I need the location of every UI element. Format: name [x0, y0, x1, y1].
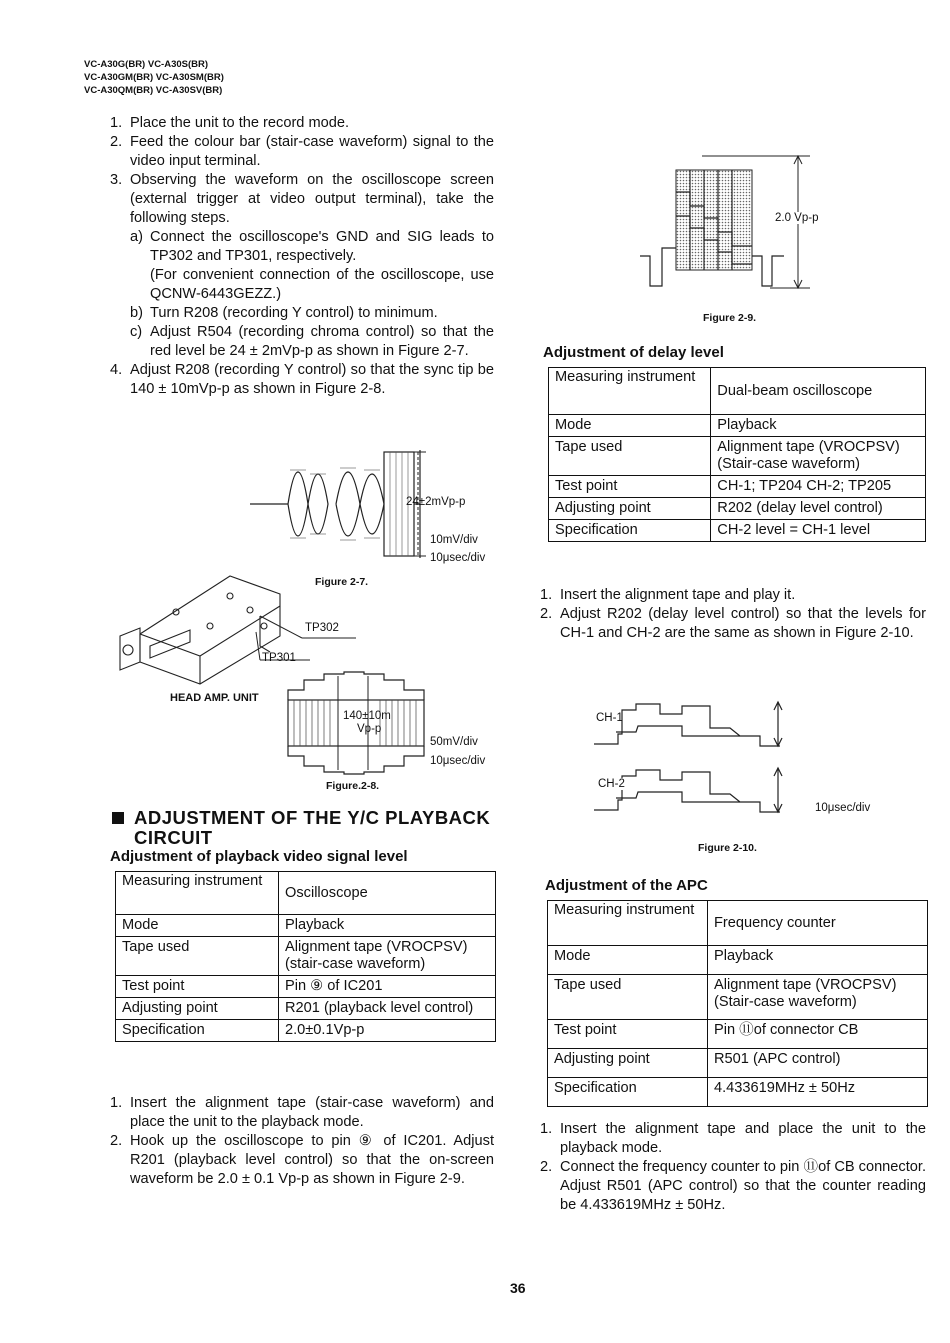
- table-value: R201 (playback level control): [279, 998, 496, 1020]
- figure-2-10-ch2: CH-2: [598, 778, 625, 790]
- table-key: Measuring instrument: [116, 872, 279, 915]
- playback-spec-table: [115, 871, 496, 1042]
- section-subtitle: Adjustment of playback video signal level: [110, 848, 408, 865]
- figure-2-9-level: 2.0 Vp-p: [775, 212, 819, 224]
- table-value: CH-2 level = CH-1 level: [711, 520, 926, 542]
- delay-title: Adjustment of delay level: [543, 344, 724, 361]
- apc-title: Adjustment of the APC: [545, 877, 708, 894]
- list-item: 1. Place the unit to the record mode.: [110, 115, 350, 131]
- table-row: [549, 520, 926, 542]
- list-item: 2. Adjust R202 (delay level control) so that the levels for CH-1 and CH-2 are the same as shown in Figure 2-10.: [540, 606, 926, 641]
- table-row: [548, 1078, 928, 1107]
- table-key: Test point: [548, 1020, 708, 1049]
- table-key: Tape used: [549, 437, 711, 476]
- table-key: Mode: [548, 946, 708, 975]
- figure-2-7-vdiv: 10mV/div: [430, 534, 478, 546]
- list-item: 1. Insert the alignment tape and place the unit to the playback mode.: [540, 1121, 926, 1156]
- table-value: Oscilloscope: [279, 872, 496, 915]
- table-key: Adjusting point: [548, 1049, 708, 1078]
- page-number: 36: [510, 1280, 526, 1296]
- figure-2-9-caption: Figure 2-9.: [703, 312, 757, 324]
- figure-2-10-caption: Figure 2-10.: [698, 842, 757, 854]
- table-row: [116, 998, 496, 1020]
- figure-2-8-caption: Figure.2-8.: [326, 780, 380, 792]
- table-row: [549, 415, 926, 437]
- table-row: [116, 937, 496, 976]
- table-row: [548, 1049, 928, 1078]
- tp301-label: TP301: [262, 652, 296, 664]
- table-key: Measuring instrument: [548, 901, 708, 946]
- list-item: 2. Hook up the oscilloscope to pin ⑨ of IC201. Adjust R201 (playback level control) so that the on-screen waveform be 2.0 ± 0.1 Vp-p as shown in Figure 2-9.: [110, 1133, 494, 1187]
- figure-2-7-level: 24±2mVp-p: [406, 496, 466, 508]
- table-key: Tape used: [116, 937, 279, 976]
- table-row: [548, 1020, 928, 1049]
- figure-2-8-hdiv: 10μsec/div: [430, 755, 486, 767]
- apc-steps: [540, 1120, 926, 1215]
- table-value: CH-1; TP204 CH-2; TP205: [711, 476, 926, 498]
- table-value: Playback: [708, 946, 928, 975]
- table-value: Alignment tape (VROCPSV) (Stair-case waveform): [711, 437, 926, 476]
- table-key: Mode: [549, 415, 711, 437]
- table-key: Test point: [549, 476, 711, 498]
- head-amp-label: HEAD AMP. UNIT: [170, 692, 259, 704]
- list-item: 2. Connect the frequency counter to pin ⑪of CB connector. Adjust R501 (APC control) so that the counter reading be 4.433619MHz ± 50Hz.: [540, 1159, 926, 1213]
- table-row: [548, 901, 928, 946]
- table-row: [548, 946, 928, 975]
- table-key: Specification: [549, 520, 711, 542]
- list-item: 4. Adjust R208 (recording Y control) so that the sync tip be 140 ± 10mVp-p as shown in Figure 2-8.: [110, 362, 494, 397]
- section-title: ADJUSTMENT OF THE Y/C PLAYBACK CIRCUIT: [134, 807, 491, 848]
- record-steps: [110, 114, 494, 399]
- table-value: R501 (APC control): [708, 1049, 928, 1078]
- table-row: [549, 368, 926, 415]
- table-row: [549, 437, 926, 476]
- delay-steps: [540, 586, 926, 643]
- table-key: Specification: [116, 1020, 279, 1042]
- figure-2-10-ch1: CH-1: [596, 712, 623, 724]
- table-key: Adjusting point: [116, 998, 279, 1020]
- table-value: R202 (delay level control): [711, 498, 926, 520]
- table-value: Pin ⑪of connector CB: [708, 1020, 928, 1049]
- figure-2-8-vdiv: 50mV/div: [430, 736, 478, 748]
- model-line: VC-A30QM(BR) VC-A30SV(BR): [84, 85, 223, 96]
- apc-spec-table: [547, 900, 928, 1107]
- table-row: [116, 872, 496, 915]
- sub-step: b) Turn R208 (recording Y control) to minimum.: [130, 305, 438, 321]
- list-item: 1. Insert the alignment tape (stair-case waveform) and place the unit to the playback mode.: [110, 1095, 494, 1130]
- figure-2-10-hdiv: 10μsec/div: [815, 802, 871, 814]
- table-value: Playback: [711, 415, 926, 437]
- table-value: Dual-beam oscilloscope: [711, 368, 926, 415]
- sub-step: c) Adjust R504 (recording chroma control) so that the red level be 24 ± 2mVp-p as shown in Figure 2-7.: [130, 324, 494, 359]
- table-row: [549, 498, 926, 520]
- tp302-label: TP302: [305, 622, 339, 634]
- table-key: Adjusting point: [549, 498, 711, 520]
- table-key: Tape used: [548, 975, 708, 1020]
- table-value: 4.433619MHz ± 50Hz: [708, 1078, 928, 1107]
- table-key: Test point: [116, 976, 279, 998]
- table-key: Specification: [548, 1078, 708, 1107]
- model-list: [84, 58, 224, 97]
- figure-2-7-hdiv: 10μsec/div: [430, 552, 486, 564]
- section-bullet: [112, 812, 124, 824]
- table-row: [116, 976, 496, 998]
- table-value: Alignment tape (VROCPSV) (stair-case waveform): [279, 937, 496, 976]
- list-item: 2. Feed the colour bar (stair-case waveform) signal to the video input terminal.: [110, 134, 494, 169]
- list-item: 3. Observing the waveform on the oscilloscope screen (external trigger at video output terminal), take the following steps. a) Connect the oscilloscope's GND and SIG leads to TP302 and TP301, respectively. (For convenient connection of the oscilloscope, use QCNW-6443GEZZ.) b) Turn R208 (recording Y control) to minimum. c) Adjust R504 (recording chroma control) so that the red level be 24 ± 2mVp-p as shown in Figure 2-7.: [110, 172, 494, 359]
- figure-2-7-caption: Figure 2-7.: [315, 576, 369, 588]
- model-line: VC-A30GM(BR) VC-A30SM(BR): [84, 72, 224, 83]
- table-value: Pin ⑨ of IC201: [279, 976, 496, 998]
- table-row: [549, 476, 926, 498]
- table-value: Playback: [279, 915, 496, 937]
- delay-spec-table: [548, 367, 926, 542]
- table-row: [548, 975, 928, 1020]
- table-row: [116, 1020, 496, 1042]
- model-line: VC-A30G(BR) VC-A30S(BR): [84, 59, 209, 70]
- list-item: 1. Insert the alignment tape and play it.: [540, 587, 796, 603]
- table-value: Alignment tape (VROCPSV) (Stair-case waveform): [708, 975, 928, 1020]
- figure-2-8-level-1: 140±10m: [343, 710, 391, 722]
- table-key: Mode: [116, 915, 279, 937]
- table-key: Measuring instrument: [549, 368, 711, 415]
- playback-steps: [110, 1094, 494, 1189]
- table-row: [116, 915, 496, 937]
- figure-2-8-level-2: Vp-p: [357, 723, 382, 735]
- table-value: Frequency counter: [708, 901, 928, 946]
- table-value: 2.0±0.1Vp-p: [279, 1020, 496, 1042]
- sub-step: a) Connect the oscilloscope's GND and SIG leads to TP302 and TP301, respectively. (For convenient connection of the oscilloscope, use QCNW-6443GEZZ.): [130, 229, 494, 302]
